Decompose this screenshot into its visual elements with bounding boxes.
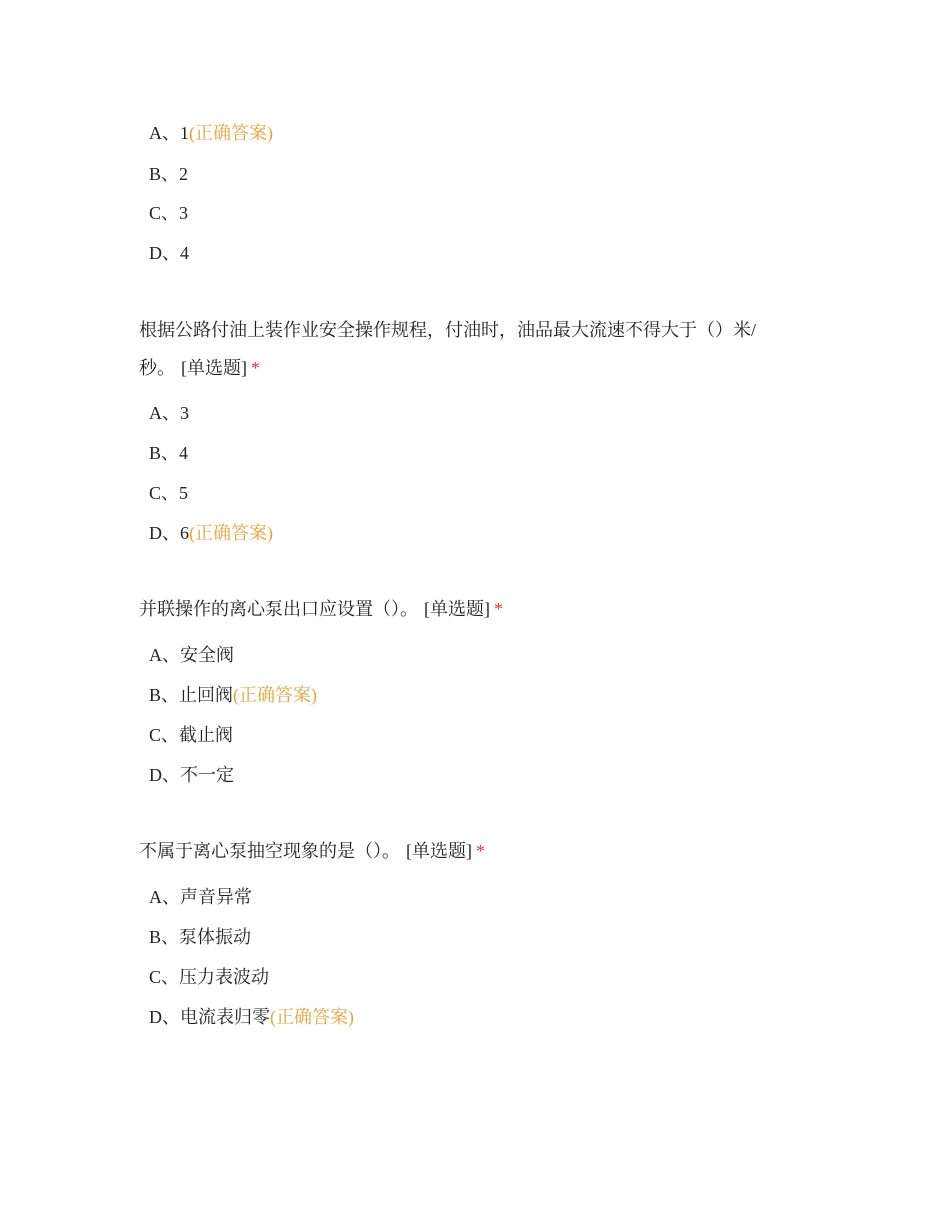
q3-option-b (149, 683, 317, 707)
option-label: D、6 (149, 523, 189, 543)
question-title: 并联操作的离心泵出口应设置（）。 (139, 599, 418, 619)
option-label: A、安全阀 (149, 645, 234, 665)
option-label: D、不一定 (149, 765, 234, 785)
correct-answer-tag: (正确答案) (270, 1007, 354, 1027)
question-2-title (139, 311, 789, 387)
option-label: C、截止阀 (149, 725, 234, 745)
q1-option-a (149, 121, 273, 145)
q4-option-c (149, 965, 269, 989)
option-label: C、5 (149, 483, 189, 503)
required-star: * (476, 841, 485, 861)
q3-option-d (149, 763, 234, 787)
q4-option-b (149, 925, 251, 949)
option-label: A、3 (149, 403, 189, 423)
q3-option-a (149, 643, 234, 667)
option-label: C、3 (149, 203, 189, 223)
question-type-badge: [单选题] (181, 358, 247, 378)
q2-option-c (149, 481, 188, 505)
q3-option-c (149, 723, 233, 747)
option-label: A、声音异常 (149, 887, 252, 907)
question-type-badge: [单选题] (424, 599, 490, 619)
question-type-badge: [单选题] (406, 841, 472, 861)
option-label: B、泵体振动 (149, 927, 252, 947)
option-label: A、1 (149, 123, 189, 143)
q2-option-a (149, 401, 189, 425)
q2-option-b (149, 441, 188, 465)
q2-option-d (149, 521, 273, 545)
option-label: C、压力表波动 (149, 967, 270, 987)
option-label: D、4 (149, 243, 189, 263)
option-label: D、电流表归零 (149, 1007, 270, 1027)
option-label: B、2 (149, 164, 189, 184)
required-star: * (494, 599, 503, 619)
required-star: * (251, 358, 260, 378)
q1-option-b (149, 162, 188, 186)
q1-option-c (149, 201, 188, 225)
correct-answer-tag: (正确答案) (189, 523, 273, 543)
q4-option-a (149, 885, 252, 909)
option-label: B、4 (149, 443, 189, 463)
question-title-line-2: 秒。 (139, 358, 175, 378)
question-title-line-1: 根据公路付油上装作业安全操作规程，付油时，油品最大流速不得大于（）米/ (139, 320, 756, 340)
q1-option-d (149, 241, 189, 265)
option-label: B、止回阀 (149, 685, 234, 705)
correct-answer-tag: (正确答案) (189, 123, 273, 143)
q4-option-d (149, 1005, 354, 1029)
question-4-title (139, 832, 789, 870)
correct-answer-tag: (正确答案) (233, 685, 318, 705)
question-3-title (139, 590, 789, 628)
question-title: 不属于离心泵抽空现象的是（）。 (139, 841, 400, 861)
